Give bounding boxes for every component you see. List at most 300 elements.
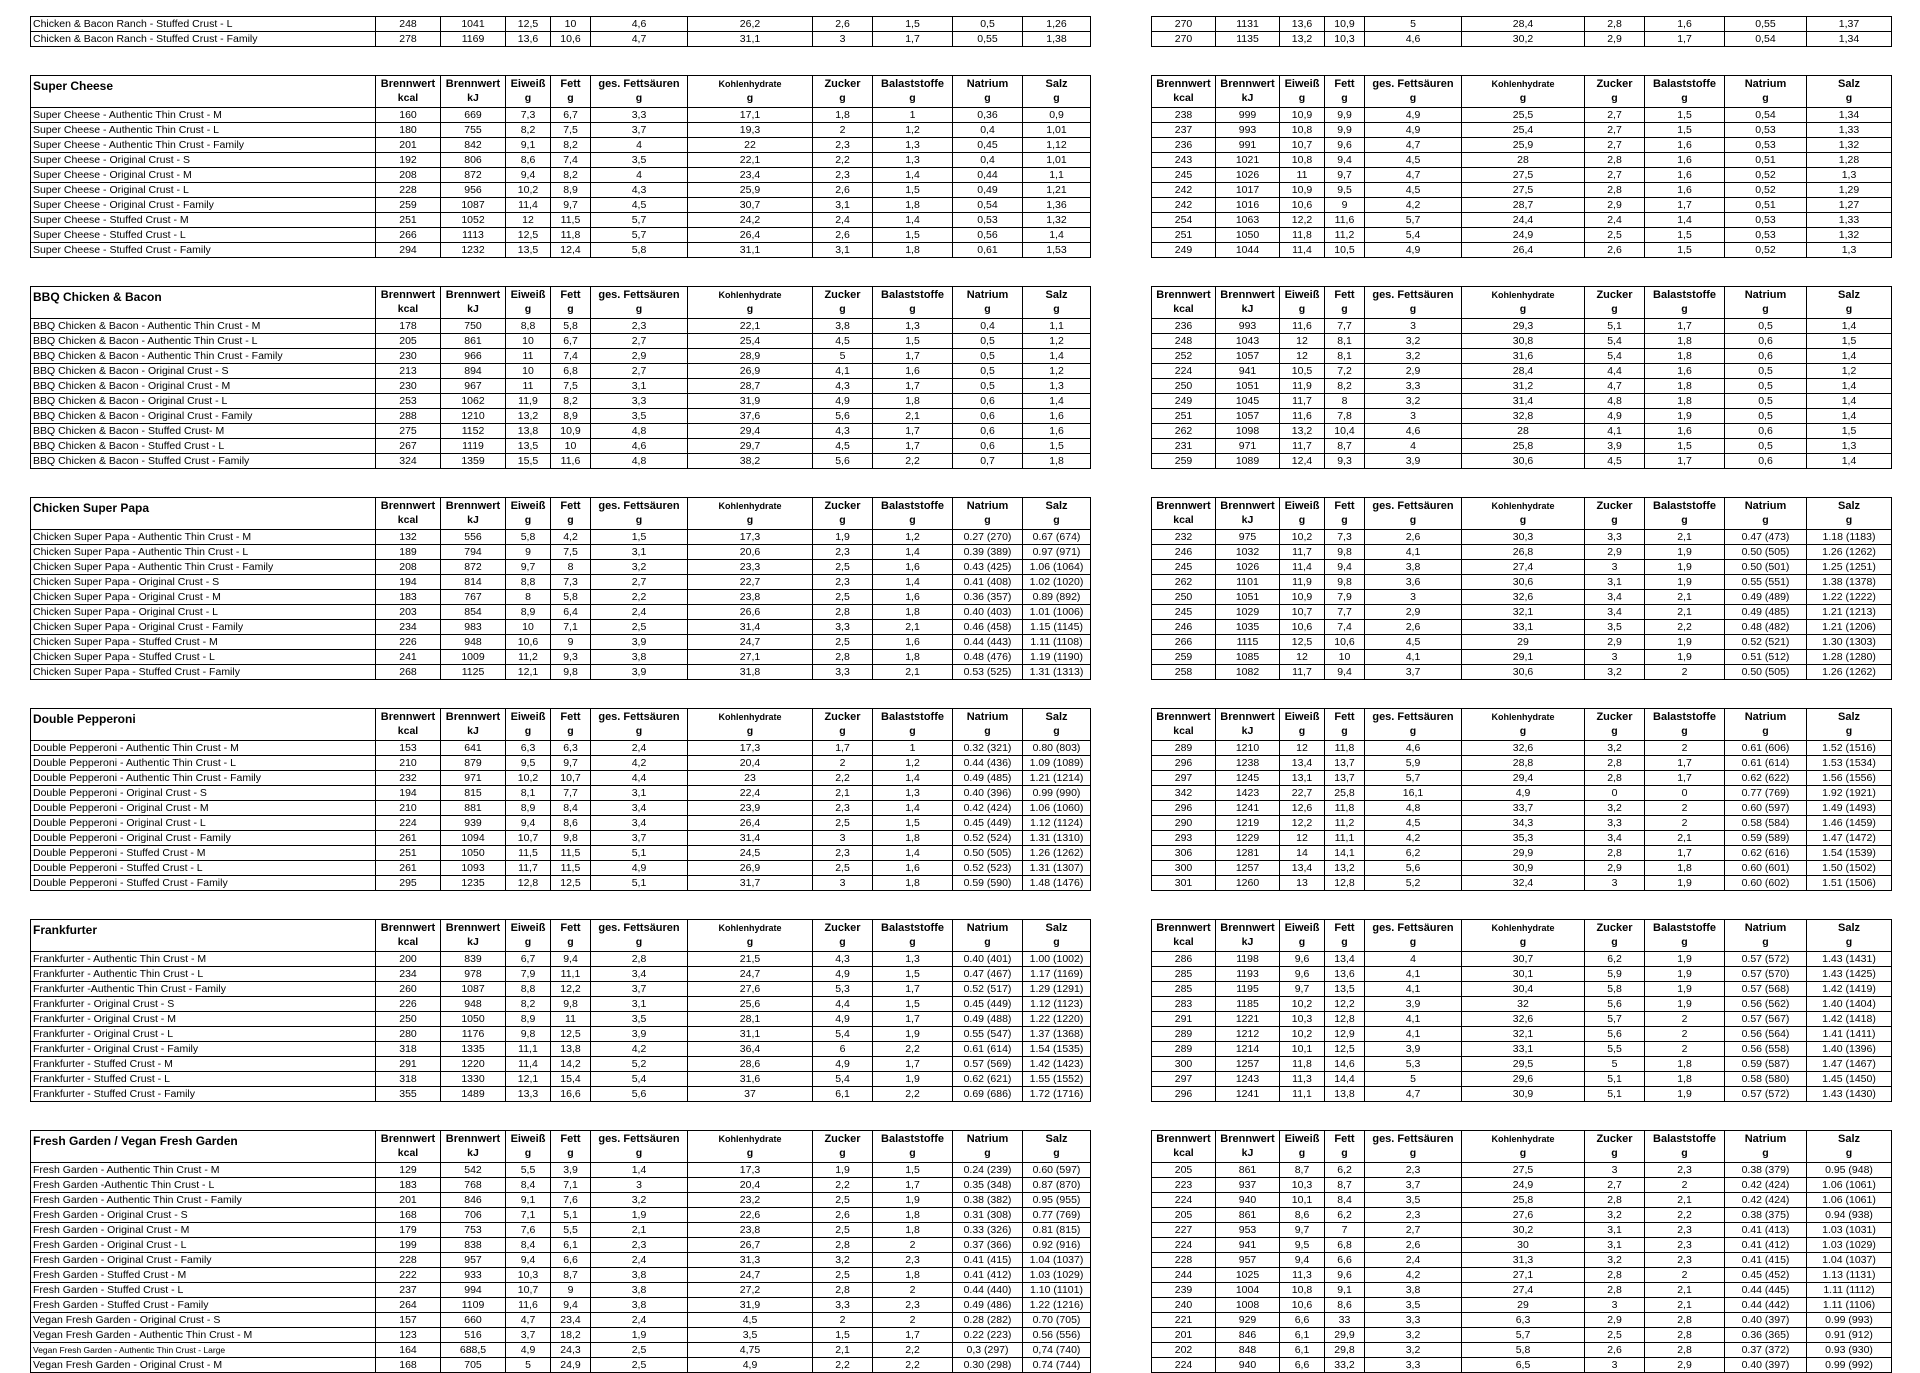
table-section [30, 16, 1920, 47]
nutrition-value-cell: 0.42 (424) [1725, 1193, 1807, 1208]
nutrition-value-cell: 967 [441, 379, 506, 394]
product-name-cell: Chicken & Bacon Ranch - Stuffed Crust - Family [31, 32, 376, 47]
nutrition-value-cell: 31,1 [688, 243, 813, 258]
column-header [1365, 920, 1462, 952]
table-row [1152, 831, 1892, 846]
nutrition-value-cell: 208 [376, 168, 441, 183]
nutrition-value-cell: 226 [376, 635, 441, 650]
table-row [1152, 1163, 1892, 1178]
nutrition-value-cell: 1087 [441, 198, 506, 213]
nutrition-value-cell: 937 [1216, 1178, 1280, 1193]
column-header-label: Zucker [824, 922, 861, 934]
nutrition-value-cell: 2,4 [591, 741, 688, 756]
nutrition-value-cell: 1021 [1216, 153, 1280, 168]
column-header-label: Salz [1837, 500, 1860, 512]
nutrition-value-cell: 1489 [441, 1087, 506, 1102]
nutrition-value-cell: 0.38 (379) [1725, 1163, 1807, 1178]
nutrition-value-cell: 26,7 [688, 1238, 813, 1253]
table-row [1152, 876, 1892, 891]
nutrition-value-cell: 160 [376, 108, 441, 123]
nutrition-value-cell: 1,5 [1645, 439, 1725, 454]
nutrition-value-cell: 1,7 [873, 1012, 953, 1027]
column-header [813, 1131, 873, 1163]
column-header-unit: g [1611, 936, 1618, 948]
table-row [31, 1343, 1091, 1358]
nutrition-value-cell: 5,6 [1365, 861, 1462, 876]
nutrition-value-cell: 2,9 [1585, 861, 1645, 876]
nutrition-value-cell: 10,7 [551, 771, 591, 786]
nutrition-value-cell: 2,2 [813, 1358, 873, 1373]
nutrition-value-cell: 0,53 [1725, 213, 1807, 228]
nutrition-value-cell: 7,6 [551, 1193, 591, 1208]
column-header [873, 76, 953, 108]
header-row [1152, 920, 1892, 952]
nutrition-value-cell: 1,6 [1645, 17, 1725, 32]
nutrition-value-cell: 9,4 [506, 816, 551, 831]
nutrition-value-cell: 1,5 [873, 1163, 953, 1178]
column-header-label: Fett [560, 711, 581, 723]
nutrition-value-cell: 2,2 [591, 590, 688, 605]
nutrition-value-cell: 2,5 [813, 1193, 873, 1208]
product-name-cell: Double Pepperoni - Stuffed Crust - Family [31, 876, 376, 891]
table-row [31, 1313, 1091, 1328]
nutrition-value-cell: 1.53 (1534) [1807, 756, 1892, 771]
nutrition-value-cell: 3,8 [1365, 1283, 1462, 1298]
column-header-unit: g [1341, 1147, 1348, 1159]
section-title: Chicken Super Papa [33, 501, 150, 515]
nutrition-value-cell: 26,2 [688, 17, 813, 32]
column-header-label: Zucker [1596, 78, 1633, 90]
table-row [31, 605, 1091, 620]
nutrition-value-cell: 22,1 [688, 319, 813, 334]
nutrition-value-cell: 5,1 [1585, 1087, 1645, 1102]
nutrition-value-cell: 8,9 [506, 801, 551, 816]
column-header-label: Kohlenhydrate [718, 712, 782, 722]
column-header-unit: kcal [397, 936, 419, 948]
nutrition-value-cell: 8,7 [1325, 439, 1365, 454]
nutrition-value-cell: 1.45 (1450) [1807, 1072, 1892, 1087]
nutrition-value-cell: 192 [376, 153, 441, 168]
column-header-unit: g [1681, 514, 1688, 526]
nutrition-value-cell: 1,6 [873, 635, 953, 650]
column-header-label: ges. Fettsäuren [1372, 500, 1454, 512]
nutrition-value-cell: 9,1 [506, 138, 551, 153]
column-header-unit: g [635, 514, 643, 526]
product-name-cell: BBQ Chicken & Bacon - Original Crust - M [31, 379, 376, 394]
table-row [1152, 605, 1892, 620]
nutrition-value-cell: 1.54 (1535) [1023, 1042, 1091, 1057]
nutrition-value-cell: 13,2 [1325, 861, 1365, 876]
nutrition-value-cell: 11,5 [551, 213, 591, 228]
nutrition-value-cell: 10,8 [1280, 123, 1325, 138]
nutrition-value-cell: 20,6 [688, 545, 813, 560]
column-header-label: Natrium [966, 1133, 1009, 1145]
nutrition-value-cell: 1,9 [1645, 575, 1725, 590]
nutrition-value-cell: 249 [1152, 243, 1216, 258]
nutrition-value-cell: 2,9 [1585, 545, 1645, 560]
nutrition-value-cell: 10 [1325, 650, 1365, 665]
nutrition-value-cell: 11,5 [506, 846, 551, 861]
table-row [31, 1253, 1091, 1268]
nutrition-value-cell: 11,9 [506, 394, 551, 409]
nutrition-value-cell: 13,3 [506, 1087, 551, 1102]
table-row [31, 108, 1091, 123]
nutrition-value-cell: 1,6 [1645, 138, 1725, 153]
nutrition-value-cell: 20,4 [688, 756, 813, 771]
nutrition-value-cell: 11,8 [1280, 228, 1325, 243]
nutrition-value-cell: 5,5 [506, 1163, 551, 1178]
nutrition-value-cell: 27,6 [688, 982, 813, 997]
nutrition-value-cell: 10,6 [551, 32, 591, 47]
nutrition-value-cell: 1,2 [873, 756, 953, 771]
nutrition-value-cell: 0.77 (769) [1725, 786, 1807, 801]
nutrition-value-cell: 1,5 [873, 228, 953, 243]
nutrition-value-cell: 2,8 [1585, 1283, 1645, 1298]
nutrition-value-cell: 23,8 [688, 590, 813, 605]
nutrition-value-cell: 660 [441, 1313, 506, 1328]
table-row [1152, 424, 1892, 439]
nutrition-value-cell: 6 [813, 1042, 873, 1057]
nutrition-value-cell: 0,55 [1725, 17, 1807, 32]
nutrition-value-cell: 236 [1152, 138, 1216, 153]
table-section [30, 1130, 1920, 1373]
nutrition-value-cell: 8,6 [1325, 1298, 1365, 1313]
nutrition-value-cell: 814 [441, 575, 506, 590]
nutrition-value-cell: 1193 [1216, 967, 1280, 982]
column-header-label: Fett [1334, 78, 1355, 90]
nutrition-value-cell: 6,1 [551, 1238, 591, 1253]
product-name-cell: BBQ Chicken & Bacon - Original Crust - S [31, 364, 376, 379]
nutrition-value-cell: 1131 [1216, 17, 1280, 32]
nutrition-value-cell: 300 [1152, 1057, 1216, 1072]
nutrition-value-cell: 0.50 (505) [1725, 545, 1807, 560]
table-row [31, 1358, 1091, 1373]
nutrition-value-cell: 3 [1585, 1358, 1645, 1373]
table-row [31, 876, 1091, 891]
nutrition-value-cell: 0,54 [1725, 32, 1807, 47]
nutrition-value-cell: 5,4 [591, 1072, 688, 1087]
table-row [1152, 409, 1892, 424]
column-header-label: Natrium [1744, 500, 1787, 512]
nutrition-value-cell: 0.45 (449) [953, 997, 1023, 1012]
nutrition-value-cell: 180 [376, 123, 441, 138]
column-header-label: Brennwert [1220, 922, 1275, 934]
nutrition-value-cell: 243 [1152, 153, 1216, 168]
table-row [1152, 665, 1892, 680]
nutrition-value-cell: 2,5 [1585, 228, 1645, 243]
nutrition-value-cell: 8,9 [551, 409, 591, 424]
nutrition-value-cell: 0.99 (990) [1023, 786, 1091, 801]
column-header-label: Eiweiß [1284, 78, 1320, 90]
column-header-unit: kJ [1241, 514, 1254, 526]
nutrition-value-cell: 0.40 (403) [953, 605, 1023, 620]
nutrition-value-cell: 0,36 [953, 108, 1023, 123]
nutrition-value-cell: 1,4 [1807, 349, 1892, 364]
product-name-cell: BBQ Chicken & Bacon - Stuffed Crust- M [31, 424, 376, 439]
column-header-label: Balaststoffe [881, 78, 944, 90]
nutrition-value-cell: 941 [1216, 1238, 1280, 1253]
nutrition-value-cell: 4,2 [591, 1042, 688, 1057]
nutrition-value-cell: 1.26 (1262) [1807, 545, 1892, 560]
nutrition-value-cell: 5,4 [1585, 349, 1645, 364]
nutrition-value-cell: 234 [376, 620, 441, 635]
nutrition-value-cell: 0.61 (606) [1725, 741, 1807, 756]
nutrition-value-cell: 306 [1152, 846, 1216, 861]
column-header-unit: g [1298, 92, 1306, 104]
column-header-label: Kohlenhydrate [1491, 1134, 1555, 1144]
nutrition-value-cell: 3 [1585, 1163, 1645, 1178]
nutrition-value-cell: 2,2 [873, 1343, 953, 1358]
nutrition-value-cell: 4,1 [1365, 545, 1462, 560]
nutrition-value-cell: 0.55 (551) [1725, 575, 1807, 590]
column-header-label: Zucker [1596, 922, 1633, 934]
nutrition-value-cell: 32,6 [1462, 1012, 1585, 1027]
nutrition-value-cell: 1169 [441, 32, 506, 47]
nutrition-value-cell: 2,8 [1585, 1268, 1645, 1283]
nutrition-value-cell: 9 [506, 545, 551, 560]
table-row [31, 1178, 1091, 1193]
nutrition-value-cell: 2,3 [813, 168, 873, 183]
nutrition-value-cell: 0,5 [1725, 319, 1807, 334]
nutrition-value-cell: 4,7 [506, 1313, 551, 1328]
table-row [1152, 1178, 1892, 1193]
table-row [1152, 861, 1892, 876]
nutrition-value-cell: 0,61 [953, 243, 1023, 258]
nutrition-value-cell: 0.47 (467) [953, 967, 1023, 982]
nutrition-value-cell: 1,8 [813, 108, 873, 123]
product-name-cell: BBQ Chicken & Bacon - Authentic Thin Crust - L [31, 334, 376, 349]
column-header-label: Fett [560, 289, 581, 301]
product-name-cell: Frankfurter - Original Crust - Family [31, 1042, 376, 1057]
column-header [1585, 709, 1645, 741]
nutrition-value-cell: 1,8 [873, 605, 953, 620]
column-header-label: Balaststoffe [881, 922, 944, 934]
nutrition-value-cell: 4,9 [813, 967, 873, 982]
nutrition-value-cell: 22,4 [688, 786, 813, 801]
nutrition-value-cell: 34,3 [1462, 816, 1585, 831]
column-header-unit: g [1409, 725, 1417, 737]
nutrition-value-cell: 1,8 [873, 243, 953, 258]
nutrition-value-cell: 11,4 [1280, 243, 1325, 258]
nutrition-value-cell: 1.72 (1716) [1023, 1087, 1091, 1102]
nutrition-value-cell: 2,6 [1585, 1343, 1645, 1358]
nutrition-value-cell: 5,2 [591, 1057, 688, 1072]
column-header-label: Salz [1045, 500, 1068, 512]
nutrition-value-cell: 224 [1152, 1238, 1216, 1253]
nutrition-value-cell: 3,9 [591, 665, 688, 680]
table-section [30, 286, 1920, 469]
nutrition-value-cell: 1,6 [1645, 424, 1725, 439]
column-header-label: Natrium [966, 500, 1009, 512]
nutrition-value-cell: 2,3 [591, 1238, 688, 1253]
nutrition-value-cell: 2,2 [813, 153, 873, 168]
nutrition-value-cell: 37 [688, 1087, 813, 1102]
nutrition-value-cell: 10,6 [1280, 198, 1325, 213]
nutrition-value-cell: 861 [441, 334, 506, 349]
nutrition-value-cell: 1.38 (1378) [1807, 575, 1892, 590]
column-header [441, 76, 506, 108]
nutrition-value-cell: 1.11 (1106) [1807, 1298, 1892, 1313]
nutrition-value-cell: 24,7 [688, 635, 813, 650]
nutrition-value-cell: 13,5 [1325, 982, 1365, 997]
nutrition-value-cell: 296 [1152, 756, 1216, 771]
product-name-cell: Fresh Garden - Stuffed Crust - Family [31, 1298, 376, 1313]
nutrition-value-cell: 9,9 [1325, 123, 1365, 138]
nutrition-value-cell: 2 [813, 1313, 873, 1328]
nutrition-value-cell: 10 [551, 439, 591, 454]
nutrition-value-cell: 3,3 [1585, 530, 1645, 545]
nutrition-value-cell: 2,4 [813, 213, 873, 228]
nutrition-value-cell: 2,5 [813, 1223, 873, 1238]
nutrition-value-cell: 1,5 [1023, 439, 1091, 454]
product-name-cell: Double Pepperoni - Authentic Thin Crust - M [31, 741, 376, 756]
nutrition-value-cell: 33 [1325, 1313, 1365, 1328]
nutrition-value-cell: 1.10 (1101) [1023, 1283, 1091, 1298]
column-header-label: Brennwert [1156, 711, 1211, 723]
column-header [1325, 709, 1365, 741]
column-header-label: Balaststoffe [881, 1133, 944, 1145]
nutrition-value-cell: 1050 [1216, 228, 1280, 243]
nutrition-value-cell: 1,9 [1645, 952, 1725, 967]
nutrition-value-cell: 23,4 [688, 168, 813, 183]
nutrition-value-cell: 33,1 [1462, 620, 1585, 635]
nutrition-value-cell: 1.28 (1280) [1807, 650, 1892, 665]
nutrition-value-cell: 3,4 [591, 967, 688, 982]
nutrition-value-cell: 4,9 [813, 1012, 873, 1027]
nutrition-value-cell: 11,8 [1280, 1057, 1325, 1072]
nutrition-value-cell: 1221 [1216, 1012, 1280, 1027]
nutrition-value-cell: 2,3 [1645, 1163, 1725, 1178]
nutrition-value-cell: 0.43 (425) [953, 560, 1023, 575]
nutrition-value-cell: 1,6 [1645, 364, 1725, 379]
nutrition-value-cell: 25,6 [688, 997, 813, 1012]
nutrition-value-cell: 3,7 [1365, 1178, 1462, 1193]
nutrition-value-cell: 0.57 (570) [1725, 967, 1807, 982]
nutrition-value-cell: 31,2 [1462, 379, 1585, 394]
nutrition-value-cell: 1,6 [873, 861, 953, 876]
nutrition-value-cell: 4,2 [1365, 1268, 1462, 1283]
column-header-unit: g [1053, 936, 1060, 948]
nutrition-value-cell: 3 [813, 876, 873, 891]
table-row [31, 439, 1091, 454]
nutrition-value-cell: 210 [376, 801, 441, 816]
nutrition-value-cell: 939 [441, 816, 506, 831]
column-header-unit: g [1845, 725, 1853, 737]
nutrition-value-cell: 13,4 [1280, 756, 1325, 771]
column-header-unit: g [1611, 1147, 1618, 1159]
nutrition-value-cell: 0.35 (348) [953, 1178, 1023, 1193]
nutrition-value-cell: 0.49 (486) [953, 1298, 1023, 1313]
nutrition-value-cell: 1.06 (1060) [1023, 801, 1091, 816]
nutrition-value-cell: 0.95 (955) [1023, 1193, 1091, 1208]
nutrition-value-cell: 12 [1280, 650, 1325, 665]
nutrition-value-cell: 0.36 (357) [953, 590, 1023, 605]
nutrition-value-cell: 26,6 [688, 605, 813, 620]
section-title: Double Pepperoni [33, 712, 136, 726]
column-header-unit: g [1298, 725, 1306, 737]
nutrition-value-cell: 4,9 [1462, 786, 1585, 801]
nutrition-value-cell: 2,8 [813, 1283, 873, 1298]
column-header-unit: g [635, 1147, 643, 1159]
nutrition-value-cell: 324 [376, 454, 441, 469]
nutrition-value-cell: 767 [441, 590, 506, 605]
nutrition-value-cell: 0.40 (401) [953, 952, 1023, 967]
header-row [31, 920, 1091, 952]
column-header [551, 76, 591, 108]
nutrition-value-cell: 0.52 (523) [953, 861, 1023, 876]
nutrition-value-cell: 1,9 [1645, 982, 1725, 997]
nutrition-value-cell: 0.38 (375) [1725, 1208, 1807, 1223]
nutrition-value-cell: 15,5 [506, 454, 551, 469]
nutrition-value-cell: 1,5 [873, 183, 953, 198]
column-header [1023, 287, 1091, 319]
nutrition-value-cell: 33,7 [1462, 801, 1585, 816]
nutrition-value-cell: 872 [441, 560, 506, 575]
nutrition-value-cell: 8,1 [1325, 349, 1365, 364]
table-row [31, 1012, 1091, 1027]
nutrition-value-cell: 5,4 [813, 1072, 873, 1087]
nutrition-value-cell: 3,2 [1585, 1208, 1645, 1223]
nutrition-value-cell: 991 [1216, 138, 1280, 153]
column-header-unit: g [984, 303, 991, 315]
nutrition-value-cell: 0.32 (321) [953, 741, 1023, 756]
nutrition-value-cell: 2,2 [873, 454, 953, 469]
column-header [506, 709, 551, 741]
nutrition-value-cell: 2,6 [813, 183, 873, 198]
nutrition-value-cell: 11,3 [1280, 1268, 1325, 1283]
nutrition-value-cell: 10,8 [1280, 153, 1325, 168]
nutrition-value-cell: 0.62 (616) [1725, 846, 1807, 861]
column-header [1325, 287, 1365, 319]
nutrition-value-cell: 7,9 [506, 967, 551, 982]
nutrition-value-cell: 0.77 (769) [1023, 1208, 1091, 1223]
nutrition-value-cell: 2,1 [813, 786, 873, 801]
column-header-unit: g [1845, 514, 1853, 526]
nutrition-value-cell: 11,4 [1280, 560, 1325, 575]
column-header [1462, 920, 1585, 952]
nutrition-value-cell: 0.60 (602) [1725, 876, 1807, 891]
nutrition-value-cell: 264 [376, 1298, 441, 1313]
nutrition-value-cell: 29,6 [1462, 1072, 1585, 1087]
nutrition-value-cell: 3,1 [1585, 575, 1645, 590]
nutrition-value-cell: 0,9 [1023, 108, 1091, 123]
nutrition-value-cell: 6,2 [1325, 1163, 1365, 1178]
nutrition-value-cell: 3,8 [591, 1283, 688, 1298]
nutrition-value-cell: 1220 [441, 1057, 506, 1072]
nutrition-value-cell: 6,7 [551, 108, 591, 123]
nutrition-value-cell: 3,3 [1365, 1358, 1462, 1373]
column-header-label: Balaststoffe [1653, 289, 1716, 301]
nutrition-value-cell: 1051 [1216, 379, 1280, 394]
nutrition-value-cell: 5 [813, 349, 873, 364]
column-header-unit: g [1298, 1147, 1306, 1159]
nutrition-value-cell: 1,7 [873, 379, 953, 394]
column-header-unit: g [909, 303, 916, 315]
column-header-label: Brennwert [1220, 1133, 1275, 1145]
nutrition-value-cell: 0.80 (803) [1023, 741, 1091, 756]
nutrition-value-cell: 7,9 [1325, 590, 1365, 605]
nutrition-value-cell: 1,6 [1645, 168, 1725, 183]
nutrition-value-cell: 0.41 (412) [953, 1268, 1023, 1283]
column-header-unit: g [1341, 92, 1348, 104]
nutrition-value-cell: 1135 [1216, 32, 1280, 47]
column-header-unit: g [524, 936, 532, 948]
nutrition-value-cell: 28,7 [1462, 198, 1585, 213]
table-row [1152, 123, 1892, 138]
nutrition-value-cell: 8,4 [506, 1178, 551, 1193]
nutrition-value-cell: 1245 [1216, 771, 1280, 786]
column-header-unit: g [1341, 725, 1348, 737]
